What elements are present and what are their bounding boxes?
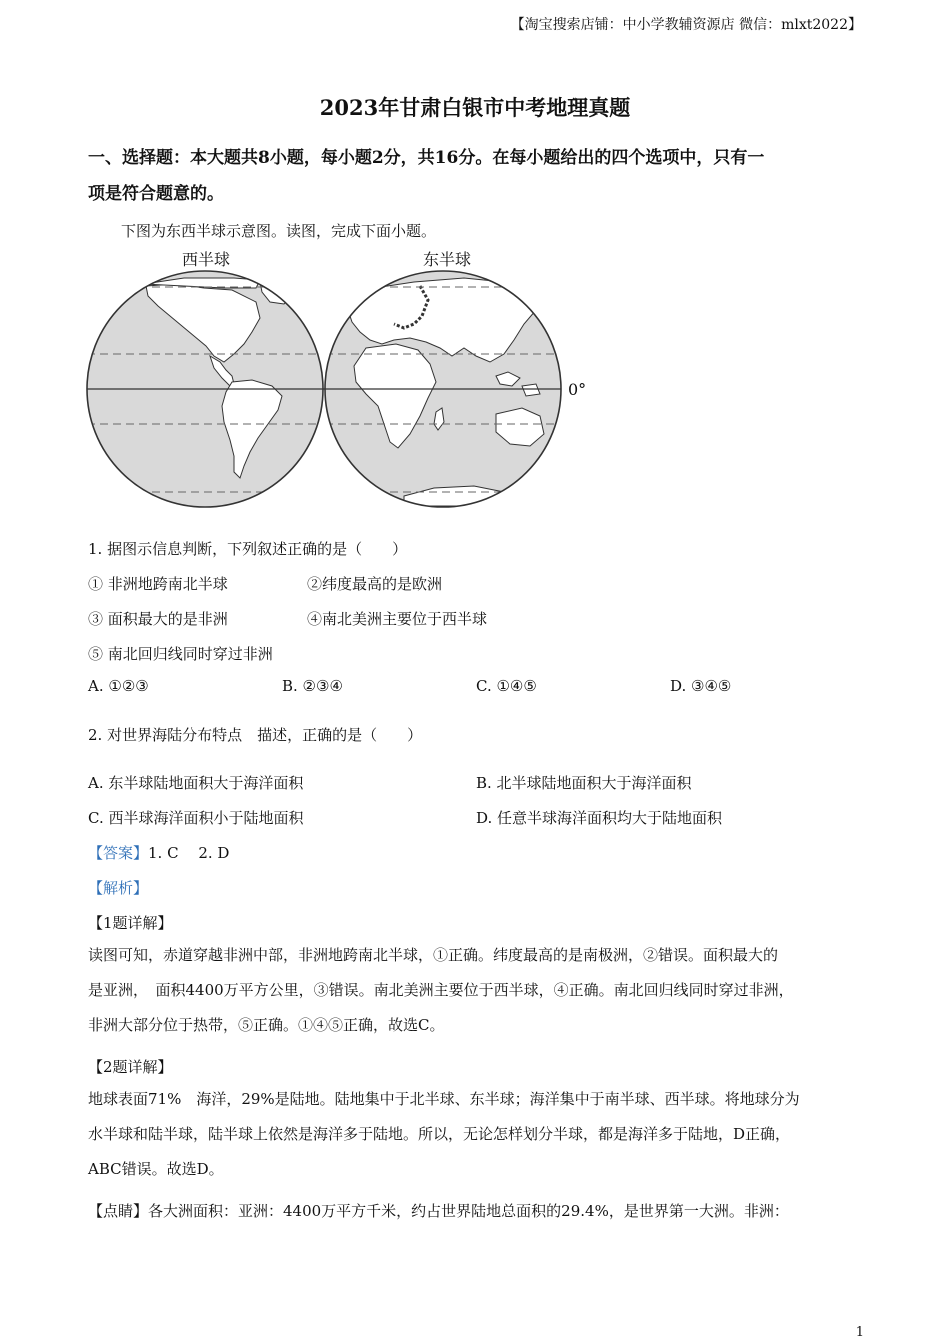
detail2-line-2: 水半球和陆半球，陆半球上依然是海洋多于陆地。所以，无论怎样划分半球，都是海洋多于陆地，D正确，: [88, 1125, 791, 1143]
equator-label: 0°: [568, 380, 587, 399]
q1-statement-5: ⑤ 南北回归线同时穿过非洲: [88, 645, 273, 663]
q2-option-c[interactable]: C. 西半球海洋面积小于陆地面积: [88, 809, 304, 827]
detail1-line-1: 读图可知，赤道穿越非洲中部，非洲地跨南北半球，①正确。纬度最高的是南极洲，②错误。面积最大的: [88, 946, 779, 964]
q2-option-d[interactable]: D. 任意半球海洋面积均大于陆地面积: [476, 809, 723, 827]
pointer-note: 【点睛】各大洲面积：亚洲：4400万平方千米，约占世界陆地总面积的29.4%，是世界第一大洲。非洲：: [88, 1202, 789, 1220]
answer-label: 【答案】: [88, 844, 149, 862]
hemispheres-map: [84, 244, 604, 516]
section-heading-line2: 项是符合题意的。: [88, 184, 224, 204]
q1-statement-3: ③ 面积最大的是非洲: [88, 610, 228, 628]
q1-stem: 1. 据图示信息判断，下列叙述正确的是（ ）: [88, 540, 408, 558]
q1-statement-1: ① 非洲地跨南北半球: [88, 575, 228, 593]
section-heading-line1: 一、选择题：本大题共8小题，每小题2分，共16分。在每小题给出的四个选项中，只有一: [88, 148, 765, 168]
q2-option-a[interactable]: A. 东半球陆地面积大于海洋面积: [88, 774, 304, 792]
figure-intro: 下图为东西半球示意图。读图，完成下面小题。: [121, 222, 437, 240]
q2-option-b[interactable]: B. 北半球陆地面积大于海洋面积: [476, 774, 692, 792]
q1-statement-2: ②纬度最高的是欧洲: [307, 575, 443, 593]
page-number: 1: [855, 1325, 864, 1340]
q2-stem: 2. 对世界海陆分布特点 描述，正确的是（ ）: [88, 726, 423, 744]
detail1-paragraph: [88, 938, 866, 1043]
east-hemisphere-label: 东半球: [423, 250, 472, 269]
page-title: 2023年甘肃白银市中考地理真题: [319, 95, 631, 120]
answer-line: [88, 842, 229, 863]
q1-statement-4: ④南北美洲主要位于西半球: [307, 610, 488, 628]
west-hemisphere-label: 西半球: [182, 250, 231, 269]
detail2-line-1: 地球表面71% 海洋，29%是陆地。陆地集中于北半球、东半球；海洋集中于南半球、西半球。将地球分为: [88, 1090, 800, 1108]
detail1-line-2: 是亚洲， 面积4400万平方公里，③错误。南北美洲主要位于西半球，④正确。南北回归线同时穿过非洲，: [88, 981, 794, 999]
detail2-paragraph: [88, 1082, 866, 1187]
analysis-label: 【解析】: [88, 879, 149, 897]
q1-option-a[interactable]: A. ①②③: [88, 677, 149, 695]
q1-option-d[interactable]: D. ③④⑤: [670, 677, 732, 695]
answer-text: 1. C 2. D: [148, 844, 230, 862]
q1-option-b[interactable]: B. ②③④: [282, 677, 343, 695]
detail1-line-3: 非洲大部分位于热带，⑤正确。①④⑤正确，故选C。: [88, 1016, 445, 1034]
header-note: 【淘宝搜索店铺：中小学教辅资源店 微信：mlxt2022】: [510, 17, 862, 33]
detail1-label: 【1题详解】: [88, 914, 173, 932]
hemispheres-figure: [84, 244, 604, 516]
detail2-label: 【2题详解】: [88, 1058, 173, 1076]
q1-option-c[interactable]: C. ①④⑤: [476, 677, 537, 695]
detail2-line-3: ABC错误。故选D。: [88, 1160, 224, 1178]
section-heading: [88, 140, 868, 212]
